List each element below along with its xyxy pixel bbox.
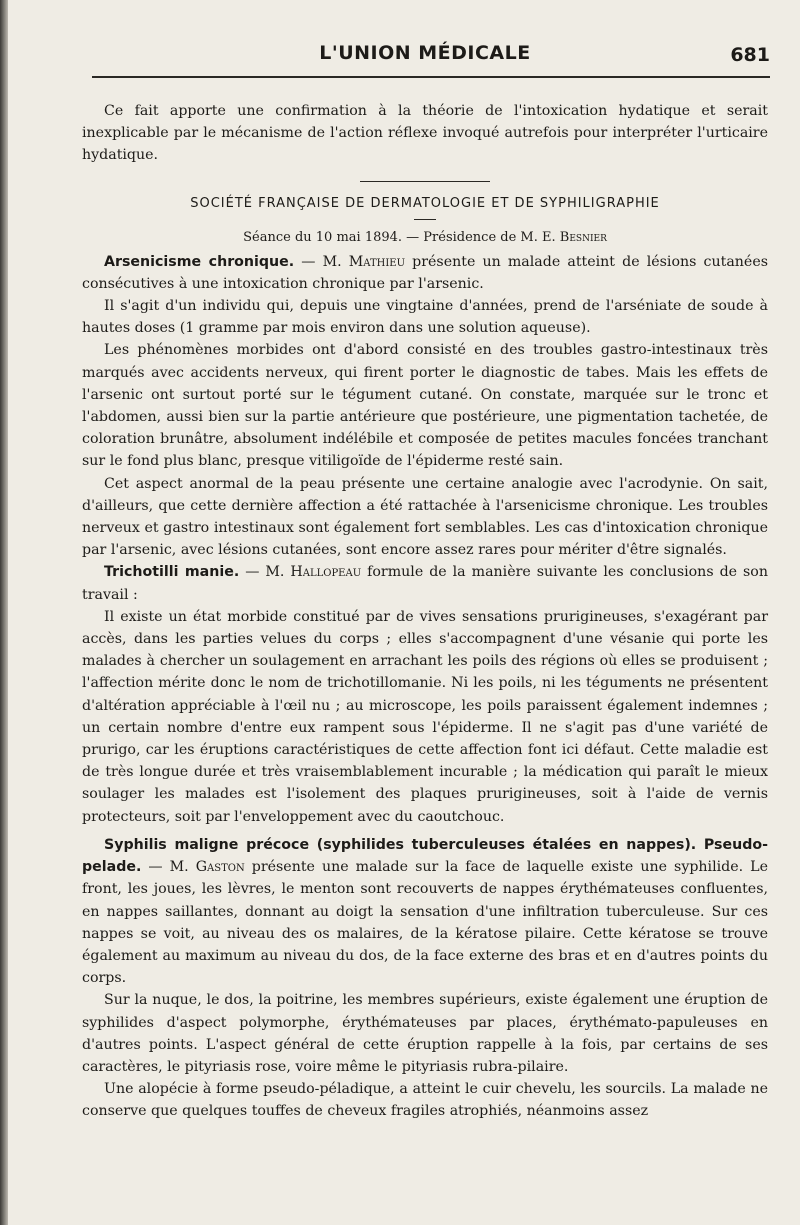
intro-paragraph: Ce fait apporte une confirmation à la théorie de l'intoxication hydatique et serait inexplicable par le mécanisme de l'action réflexe invoqué autrefois pour interpréter l'urticaire hydatique.: [82, 103, 768, 164]
article-lead: — M.: [141, 859, 196, 876]
title-divider: [414, 219, 436, 220]
article-term: Arsenicisme chronique.: [104, 253, 295, 270]
article-paragraph: Sur la nuque, le dos, la poitrine, les membres supérieurs, existe également une éruption de syphilides d'aspect polymorphe, érythémateuses par places, érythémato-papuleuses en d'autres points. L'aspect général de cette éruption rappelle à la fois, par certains de ses caractères, le pityriasis rose, voire même le pityriasis rubra-pilaire.: [82, 992, 768, 1075]
article-paragraph: Les phénomènes morbides ont d'abord consisté en des troubles gastro-intestinaux très marqués avec accidents nerveux, qui firent porter le diagnostic de tabes. Mais les effets de l'arsenic ont surtout porté sur le tégument cutané. On constate, marquée sur le tronc et l'abdomen, aussi bien sur la partie antérieure que postérieure, une pigmentation tachetée, de coloration brunâtre, absolument indélébile et composée de petites macules foncées tranchant sur le fond plus blanc, presque vitiligoïde de l'épiderme resté sain.: [82, 342, 768, 470]
article-term: Trichotilli manie.: [104, 564, 240, 581]
article-lead: — M.: [239, 564, 291, 581]
page-header: [80, 42, 770, 72]
article-lead: — M.: [294, 253, 349, 270]
header-rule: [92, 76, 770, 78]
article-term: Syphilis maligne précoce (syphilides tuberculeuses étalées en nappes). Pseudo-pelade.: [82, 836, 768, 876]
article-paragraph: Il existe un état morbide constitué par de vives sensations prurigineuses, s'exagérant par accès, dans les parties velues du corps ; elles s'accompagnent d'une vésanie qui porte les malades à chercher un soulagement en arrachant les poils des régions où elles se produisent ; l'affection mérite donc le nom de trichotillomanie. Ni les poils, ni les téguments ne présentent d'altération appréciable à l'œil nu ; au microscope, les poils paraissent également indemnes ; un certain nombre d'entre eux rampent sous l'épiderme. Il ne s'agit pas d'une variété de prurigo, car les éruptions caractéristiques de cette affection font ici défaut. Cette maladie est de très longue durée et très vraisemblablement incurable ; la médication qui paraît le mieux soulager les malades est l'isolement des plaques prurigineuses, soit à l'aide de vernis protecteurs, soit par l'enveloppement avec du caoutchouc.: [82, 608, 768, 825]
session-line: [82, 230, 768, 245]
book-spine-shadow: [0, 0, 8, 1225]
article-paragraph: Il s'agit d'un individu qui, depuis une vingtaine d'années, prend de l'arséniate de soude à hautes doses (1 gramme par mois environ dans une solution aqueuse).: [82, 298, 768, 337]
page-number: 681: [730, 44, 770, 66]
session-president: Besnier: [559, 229, 607, 245]
article-text: formule de la manière suivante les conclusions de son travail :: [82, 564, 768, 603]
section-title: SOCIÉTÉ FRANÇAISE DE DERMATOLOGIE ET DE SYPHILIGRAPHIE: [190, 195, 660, 211]
article-lead-paragraph: [82, 561, 768, 605]
article-author: Gaston: [195, 859, 245, 876]
running-title: L'UNION MÉDICALE: [319, 42, 531, 64]
article-paragraph: Cet aspect anormal de la peau présente une certaine analogie avec l'acrodynie. On sait, d'ailleurs, que cette dernière affection a été rattachée à l'arsenicisme chronique. Les troubles nerveux et gastro intestinaux sont également fort semblables. Les cas d'intoxication chronique par l'arsenic, avec lésions cutanées, sont encore assez rares pour mériter d'être signalés.: [82, 475, 768, 559]
article-author: Mathieu: [348, 253, 406, 270]
article-text: présente une malade sur la face de laquelle existe une syphilide. Le front, les joues, les lèvres, le menton sont recouverts de nappes érythémateuses confluentes, en nappes saillantes, donnant au doigt la sensation d'une infiltration tuberculeuse. Sur ces nappes se voit, au niveau des os malaires, de la kératose pilaire. Cette kératose se trouve également au maximum au niveau du dos, de la face externe des bras et en d'autres points du corps.: [82, 859, 768, 987]
article-paragraph: Une alopécie à forme pseudo-péladique, a atteint le cuir chevelu, les sourcils. La malade ne conserve que quelques touffes de cheveux fragiles atrophiés, néanmoins assez: [82, 1081, 768, 1120]
session-prefix: Séance du 10 mai 1894. — Présidence de M. E.: [243, 229, 556, 245]
article-lead-paragraph: [82, 834, 768, 989]
article-text: présente un malade atteint de lésions cutanées consécutives à une intoxication chronique par l'arsenic.: [82, 253, 768, 292]
page-body: [82, 100, 768, 1123]
article-lead-paragraph: [82, 251, 768, 295]
section-divider: [360, 181, 490, 182]
article-author: Hallopeau: [290, 564, 362, 581]
